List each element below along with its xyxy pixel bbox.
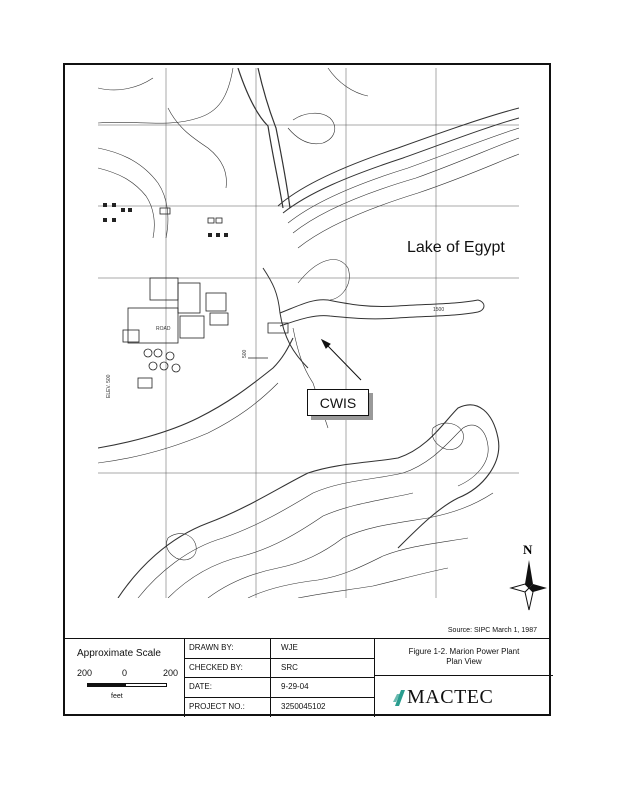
- scale-tick-mid: 0: [122, 668, 128, 678]
- cwis-callout: CWIS: [307, 389, 369, 416]
- field-label: CHECKED BY:: [189, 662, 243, 672]
- company-logo: [375, 676, 553, 717]
- field-value: WJE: [281, 643, 298, 652]
- scale-bar: [87, 683, 167, 687]
- scale-panel: [65, 639, 185, 717]
- site-map: [98, 68, 519, 598]
- field-value: 3250045102: [281, 701, 326, 711]
- scale-unit: feet: [111, 693, 123, 700]
- figure-caption: [375, 639, 553, 676]
- figure-subtitle: Plan View: [446, 657, 482, 666]
- scale-title: Approximate Scale: [77, 648, 161, 659]
- drawing-sheet: [63, 63, 551, 716]
- field-value: SRC: [281, 662, 298, 672]
- mactec-logo-icon: [393, 688, 407, 708]
- field-checked-by: [185, 659, 375, 679]
- north-label: N: [523, 542, 533, 557]
- company-name: MACTEC: [407, 686, 494, 708]
- north-arrow-icon: [507, 542, 551, 612]
- map-elevation-value: 1500: [433, 307, 445, 313]
- drawing-info-fields: [185, 639, 375, 717]
- field-project-no: [185, 698, 375, 718]
- map-road-label: ROAD: [156, 326, 171, 332]
- map-elevation-label: ELEV. 500: [106, 374, 112, 398]
- field-label: PROJECT NO.:: [189, 701, 245, 711]
- lake-label: Lake of Egypt: [407, 239, 505, 256]
- field-label: DRAWN BY:: [189, 643, 234, 652]
- field-value: 9-29-04: [281, 682, 309, 691]
- scale-tick-right: 200: [163, 668, 179, 678]
- field-date: [185, 678, 375, 698]
- figure-title: Figure 1-2. Marion Power Plant: [408, 647, 520, 656]
- scale-tick-left: 200: [77, 668, 93, 678]
- field-label: DATE:: [189, 682, 212, 691]
- source-note: Source: SIPC March 1, 1987: [447, 627, 537, 634]
- title-block: [65, 638, 549, 717]
- field-drawn-by: [185, 639, 375, 659]
- map-elevation-value-2: 500: [242, 349, 248, 358]
